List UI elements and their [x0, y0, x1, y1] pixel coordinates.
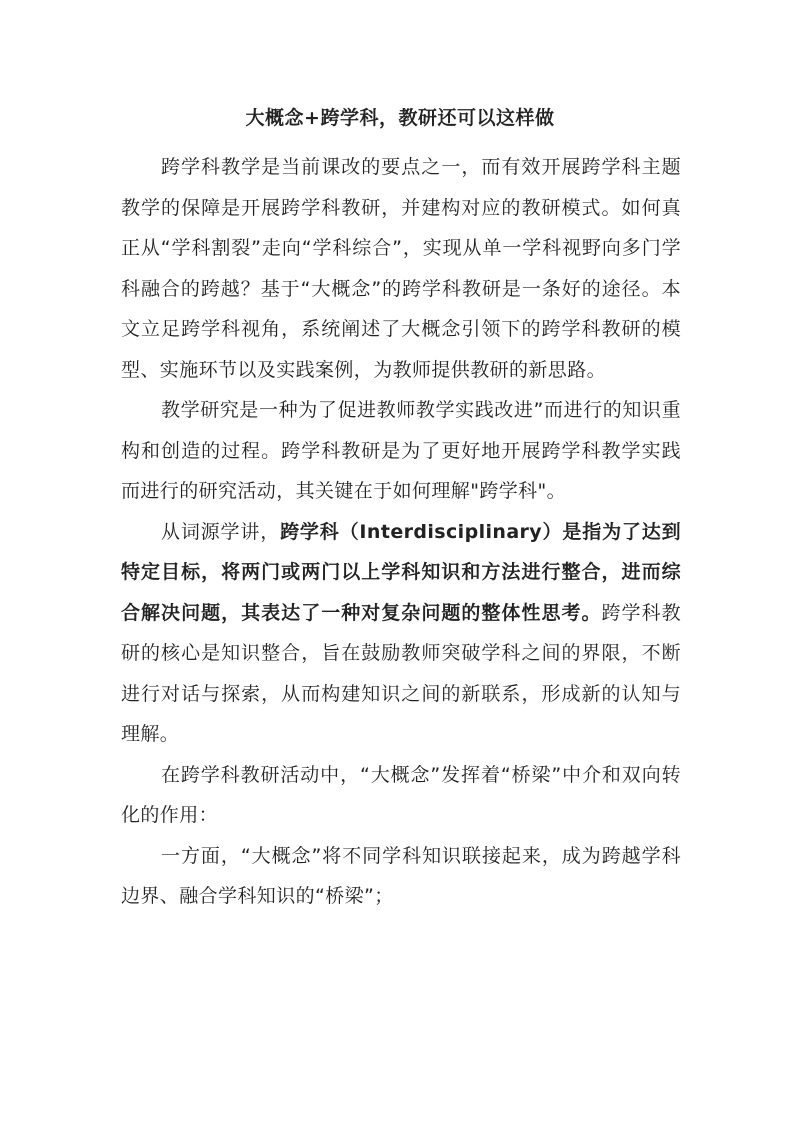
- etymology-suffix: 跨学科教研的核心是知识整合，旨在鼓励教师突破学科之间的界限，不断进行对话与探索，从而构建知识之间的新联系，形成新的认知与理解。: [121, 601, 681, 745]
- paragraph-teaching-research: 教学研究是一种为了促进教师教学实践改进”而进行的知识重构和创造的过程。跨学科教研是为了更好地开展跨学科教学实践而进行的研究活动，其关键在于如何理解"跨学科"。: [121, 399, 681, 502]
- document-body: [121, 147, 681, 917]
- paragraph-etymology: [121, 512, 681, 755]
- etymology-prefix: 从词源学讲，: [161, 520, 281, 543]
- document-title: 大概念+跨学科，教研还可以这样做: [245, 107, 555, 129]
- paragraph-big-concept-role: 在跨学科教研活动中，“大概念”发挥着“桥梁”中介和双向转化的作用：: [121, 763, 681, 826]
- paragraph-on-one-hand: 一方面，“大概念”将不同学科知识联接起来，成为跨越学科边界、融合学科知识的“桥梁”；: [121, 844, 681, 907]
- etymology-definition-bold: 跨学科（Interdisciplinary）是指为了达到特定目标，将两门或两门以上学科知识和方法进行整合，进而综合解决问题，其表达了一种对复杂问题的整体性思考。: [121, 520, 681, 624]
- paragraph-intro: 跨学科教学是当前课改的要点之一，而有效开展跨学科主题教学的保障是开展跨学科教研，并建构对应的教研模式。如何真正从“学科割裂”走向“学科综合”，实现从单一学科视野向多门学科融合的跨越？基于“大概念”的跨学科教研是一条好的途径。本文立足跨学科视角，系统阐述了大概念引领下的跨学科教研的模型、实施环节以及实践案例，为教师提供教研的新思路。: [121, 156, 681, 381]
